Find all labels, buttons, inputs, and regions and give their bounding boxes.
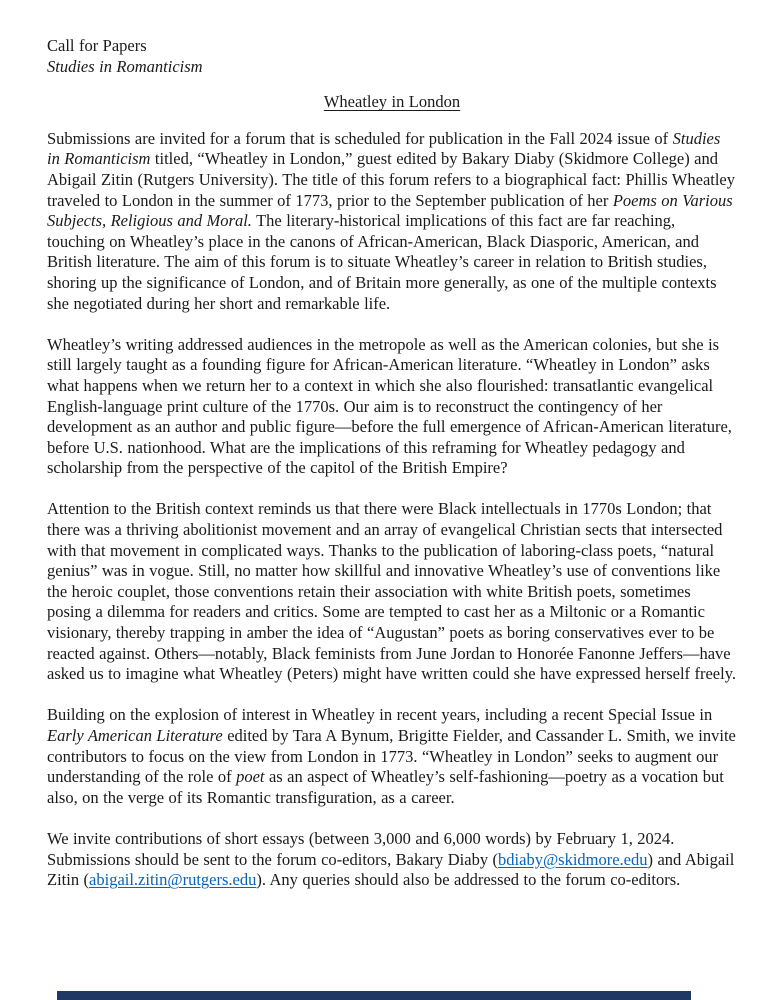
- italic-text-run: Studies in Romanticism: [47, 128, 721, 169]
- paragraph-4: [47, 705, 737, 808]
- italic-text-run: Poems on Various Subjects, Religious and Moral.: [47, 190, 733, 231]
- text-run: edited by Tara A Bynum, Brigitte Fielder, and Cassander L. Smith, we invite contributors to focus on the view from London in 1773. “Wheatley in London” seeks to augment our understanding of the role of: [47, 726, 736, 787]
- email-link[interactable]: abigail.zitin@rutgers.edu: [89, 870, 257, 890]
- paragraph-3: [47, 499, 737, 684]
- text-run: Wheatley’s writing addressed audiences in the metropole as well as the American colonies, but she is still largely taught as a founding figure for African-American literature. “Wheatley in London” asks what happens when we return her to a context in which she also flourished: transatlantic evangelical English-language print culture of the 1770s. Our aim is to reconstruct the contingency of her development as an author and public figure—before the full emergence of African-American literature, before U.S. nationhood. What are the implications of this reframing for Wheatley pedagogy and scholarship from the perspective of the capitol of the British Empire?: [47, 334, 732, 478]
- text-run: The literary-historical implications of this fact are far reaching, touching on Wheatley’s place in the canons of African-American, Black Diasporic, American, and British literature. The aim of this forum is to situate Wheatley’s career in relation to British studies, shoring up the significance of London, and of Britain more generally, as one of the multiple contexts she negotiated during her short and remarkable life.: [47, 211, 717, 313]
- email-link[interactable]: bdiaby@skidmore.edu: [498, 849, 648, 869]
- paragraph-2: [47, 335, 737, 479]
- text-run: Building on the explosion of interest in Wheatley in recent years, including a recent Special Issue in: [47, 705, 713, 725]
- paragraph-5: [47, 829, 737, 891]
- header-call-for-papers: Call for Papers: [47, 36, 147, 55]
- header-journal-name: Studies in Romanticism: [47, 56, 203, 76]
- text-run: Attention to the British context reminds us that there were Black intellectuals in 1770s London; that there was a thriving abolitionist movement and an array of evangelical Christian sects that intersected with that movement in complicated ways. Thanks to the publication of laboring-class poets, “natural genius” was in vogue. Still, no matter how skillful and innovative Wheatley’s use of conventions like the heroic couplet, those conventions retain their association with white British poets, sometimes posing a dilemma for readers and critics. Some are tempted to cast her as a Miltonic or a Romantic visionary, thereby trapping in amber the idea of “Augustan” poets as boring conservatives ever to be reacted against. Others—notably, Black feminists from June Jordan to Honorée Fanonne Jeffers—have asked us to imagine what Wheatley (Peters) might have written could she have expressed herself freely.: [47, 499, 737, 684]
- text-run: ). Any queries should also be addressed to the forum co-editors.: [256, 870, 681, 890]
- paragraph-1: [47, 129, 737, 314]
- document-header: [47, 36, 737, 77]
- page-title: Wheatley in London: [323, 92, 461, 112]
- text-run: as an aspect of Wheatley’s self-fashioning—poetry as a vocation but also, on the verge of its Romantic transfiguration, as a career.: [47, 767, 724, 807]
- body-paragraphs: [47, 129, 737, 891]
- text-run: We invite contributions of short essays (between 3,000 and 6,000 words) by February 1, 2024. Submissions should be sent to the forum co-editors, Bakary Diaby (: [47, 828, 675, 869]
- italic-text-run: poet: [236, 767, 265, 787]
- italic-text-run: Early American Literature: [47, 726, 223, 745]
- text-run: ) and Abigail Zitin (: [47, 849, 735, 890]
- footer-accent-bar: [57, 991, 691, 1000]
- text-run: Submissions are invited for a forum that is scheduled for publication in the Fall 2024 issue of: [47, 128, 673, 148]
- title-row: [47, 92, 737, 113]
- text-run: titled, “Wheatley in London,” guest edited by Bakary Diaby (Skidmore College) and Abigail Zitin (Rutgers University). The title of this forum refers to a biographical fact: Phillis Wheatley traveled to London in the summer of 1773, prior to the September publication of her: [47, 149, 736, 210]
